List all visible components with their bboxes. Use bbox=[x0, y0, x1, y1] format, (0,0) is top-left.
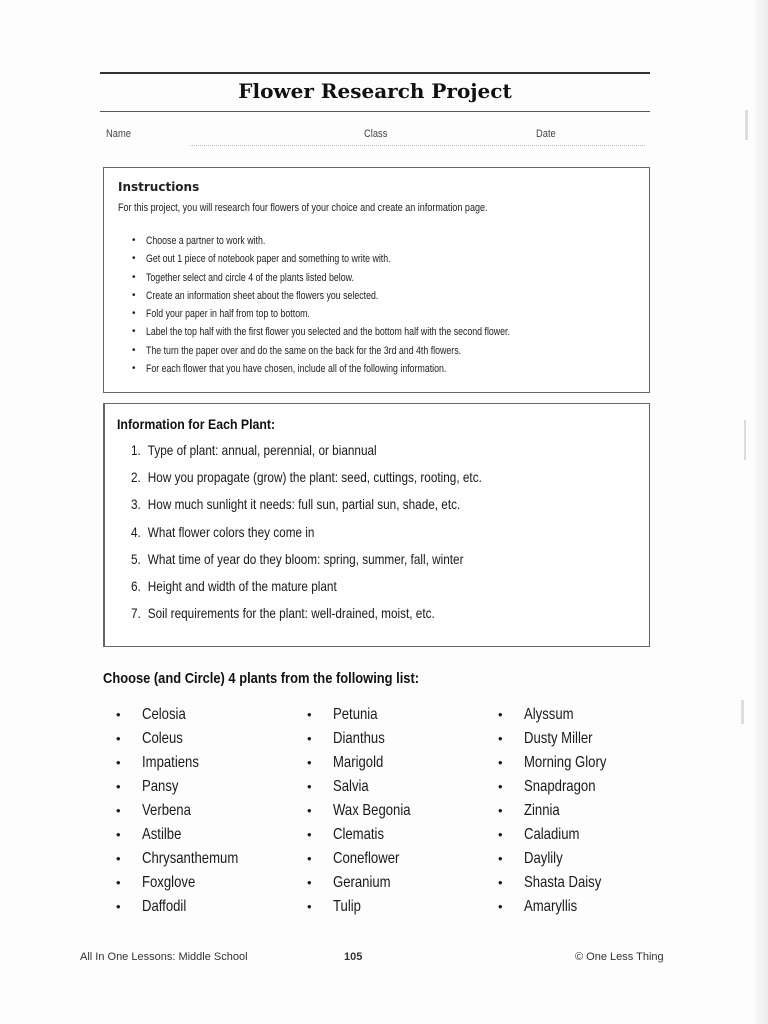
bullet-icon: • bbox=[116, 731, 121, 746]
instruction-item: • Create an information sheet about the flowers you selected. bbox=[128, 287, 601, 305]
bullet-icon: • bbox=[307, 827, 312, 842]
bullet-icon: • bbox=[116, 707, 121, 722]
plant-list-column-1 bbox=[116, 704, 259, 920]
plant-item[interactable]: • Daffodil bbox=[116, 896, 259, 920]
plant-item[interactable]: • Chrysanthemum bbox=[116, 848, 259, 872]
instruction-item: • The turn the paper over and do the same on the back for the 3rd and 4th flowers. bbox=[128, 342, 601, 360]
bullet-icon: • bbox=[498, 875, 503, 890]
date-label: Date bbox=[536, 128, 556, 140]
bullet-icon: • bbox=[116, 779, 121, 794]
bullet-icon: • bbox=[116, 851, 121, 866]
plant-list-column-3 bbox=[498, 704, 624, 920]
plant-item[interactable]: • Impatiens bbox=[116, 752, 259, 776]
plant-item[interactable]: • Verbena bbox=[116, 800, 259, 824]
bullet-icon: • bbox=[132, 308, 136, 320]
bullet-icon: • bbox=[498, 731, 503, 746]
bullet-icon: • bbox=[498, 779, 503, 794]
bullet-icon: • bbox=[116, 755, 121, 770]
plant-item[interactable]: • Celosia bbox=[116, 704, 259, 728]
plant-item[interactable]: • Geranium bbox=[307, 872, 428, 896]
bullet-icon: • bbox=[498, 827, 503, 842]
instruction-item: • Choose a partner to work with. bbox=[128, 232, 601, 250]
plant-item[interactable]: • Morning Glory bbox=[498, 752, 624, 776]
info-item: 3. How much sunlight it needs: full sun, partial sun, shade, etc. bbox=[131, 496, 461, 513]
plant-item[interactable]: • Petunia bbox=[307, 704, 428, 728]
plant-item[interactable]: • Tulip bbox=[307, 896, 428, 920]
plant-item[interactable]: • Clematis bbox=[307, 824, 428, 848]
info-item: 1. Type of plant: annual, perennial, or biannual bbox=[131, 442, 377, 458]
instructions-box bbox=[103, 167, 650, 393]
plant-list-column-2 bbox=[307, 704, 428, 920]
plant-item[interactable]: • Pansy bbox=[116, 776, 259, 800]
plant-info-list bbox=[131, 440, 549, 630]
instruction-item: • Label the top half with the first flower you selected and the bottom half with the second flower. bbox=[128, 323, 601, 341]
plant-item[interactable]: • Caladium bbox=[498, 824, 624, 848]
plant-item[interactable]: • Dianthus bbox=[307, 728, 428, 752]
instruction-item: • For each flower that you have chosen, include all of the following information. bbox=[128, 360, 601, 378]
plant-item[interactable]: • Snapdragon bbox=[498, 776, 624, 800]
plant-item[interactable]: • Alyssum bbox=[498, 704, 624, 728]
footer-page-number: 105 bbox=[344, 951, 363, 963]
footer-copyright: © One Less Thing bbox=[575, 951, 664, 963]
scan-edge-shadow bbox=[754, 0, 768, 1024]
instructions-intro: For this project, you will research four flowers of your choice and create an information page. bbox=[118, 202, 488, 214]
title-bottom-rule bbox=[100, 111, 650, 112]
bullet-icon: • bbox=[307, 875, 312, 890]
bullet-icon: • bbox=[307, 731, 312, 746]
plant-item[interactable]: • Dusty Miller bbox=[498, 728, 624, 752]
footer-book-title: All In One Lessons: Middle School bbox=[80, 951, 248, 963]
header-fields-line bbox=[190, 145, 645, 146]
bullet-icon: • bbox=[307, 707, 312, 722]
bullet-icon: • bbox=[132, 326, 136, 338]
bullet-icon: • bbox=[498, 803, 503, 818]
page-title: Flower Research Project bbox=[238, 79, 512, 103]
bullet-icon: • bbox=[132, 289, 136, 301]
choose-plants-heading: Choose (and Circle) 4 plants from the following list: bbox=[103, 670, 420, 687]
bullet-icon: • bbox=[132, 235, 136, 246]
info-item: 2. How you propagate (grow) the plant: seed, cuttings, rooting, etc. bbox=[131, 469, 482, 486]
bullet-icon: • bbox=[132, 253, 136, 265]
bullet-icon: • bbox=[498, 899, 503, 914]
bullet-icon: • bbox=[498, 707, 503, 722]
bullet-icon: • bbox=[498, 851, 503, 866]
plant-item[interactable]: • Zinnia bbox=[498, 800, 624, 824]
instructions-heading: Instructions bbox=[118, 180, 200, 194]
plant-item[interactable]: • Astilbe bbox=[116, 824, 259, 848]
bullet-icon: • bbox=[498, 755, 503, 770]
plant-item[interactable]: • Amaryllis bbox=[498, 896, 624, 920]
bullet-icon: • bbox=[307, 851, 312, 866]
plant-item[interactable]: • Marigold bbox=[307, 752, 428, 776]
bullet-icon: • bbox=[116, 899, 121, 914]
bullet-icon: • bbox=[132, 271, 136, 283]
title-top-rule bbox=[100, 72, 650, 74]
plant-item[interactable]: • Daylily bbox=[498, 848, 624, 872]
plant-item[interactable]: • Shasta Daisy bbox=[498, 872, 624, 896]
plant-info-box bbox=[103, 403, 650, 647]
instruction-item: • Together select and circle 4 of the plants listed below. bbox=[128, 269, 601, 287]
scan-speck bbox=[745, 110, 748, 140]
bullet-icon: • bbox=[132, 363, 136, 375]
scan-speck bbox=[744, 420, 746, 460]
bullet-icon: • bbox=[307, 779, 312, 794]
plant-info-heading: Information for Each Plant: bbox=[117, 416, 276, 432]
plant-item[interactable]: • Coneflower bbox=[307, 848, 428, 872]
name-label: Name bbox=[106, 128, 131, 140]
info-item: 7. Soil requirements for the plant: well-drained, moist, etc. bbox=[131, 605, 435, 622]
plant-item[interactable]: • Coleus bbox=[116, 728, 259, 752]
class-label: Class bbox=[364, 128, 388, 140]
scan-speck bbox=[741, 700, 744, 724]
instructions-list bbox=[128, 232, 601, 378]
bullet-icon: • bbox=[132, 344, 136, 356]
info-item: 6. Height and width of the mature plant bbox=[131, 577, 337, 594]
info-item: 5. What time of year do they bloom: spring, summer, fall, winter bbox=[131, 550, 464, 567]
bullet-icon: • bbox=[116, 803, 121, 818]
bullet-icon: • bbox=[307, 899, 312, 914]
bullet-icon: • bbox=[307, 755, 312, 770]
instruction-item: • Fold your paper in half from top to bottom. bbox=[128, 305, 601, 323]
instruction-item: • Get out 1 piece of notebook paper and something to write with. bbox=[128, 250, 601, 268]
info-item: 4. What flower colors they come in bbox=[131, 523, 315, 540]
plant-item[interactable]: • Wax Begonia bbox=[307, 800, 428, 824]
bullet-icon: • bbox=[116, 875, 121, 890]
plant-item[interactable]: • Salvia bbox=[307, 776, 428, 800]
bullet-icon: • bbox=[116, 827, 121, 842]
plant-item[interactable]: • Foxglove bbox=[116, 872, 259, 896]
bullet-icon: • bbox=[307, 803, 312, 818]
